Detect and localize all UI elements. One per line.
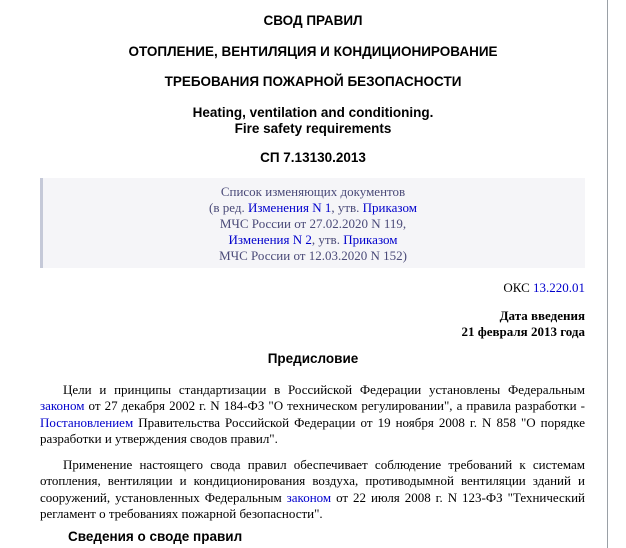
document-subtitle-fire-safety: ТРЕБОВАНИЯ ПОЖАРНОЙ БЕЗОПАСНОСТИ xyxy=(164,74,462,89)
p2-line-3-prefix: сооружений, установленных Федеральным xyxy=(40,489,287,505)
change-line-4: МЧС России от 12.03.2020 N 152) xyxy=(219,248,407,263)
law-123-link[interactable]: законом xyxy=(286,489,332,505)
p2-line-1: Применение настоящего свода правил обеспечивает соблюдение требований к системам xyxy=(63,457,585,472)
p2-line-2: отопления, вентиляции и кондиционирования воздуха, противодымной вентиляции зданий и xyxy=(40,473,585,489)
order-1-link[interactable]: Приказом xyxy=(362,200,417,215)
change-line-3-mid: , утв. xyxy=(311,232,344,247)
change-documents-heading: Список изменяющих документов xyxy=(220,184,406,199)
p1-line-2 xyxy=(40,398,585,414)
document-title: СВОД ПРАВИЛ xyxy=(263,13,363,28)
p1-line-2-text: от 27 декабря 2002 г. N 184-ФЗ "О техническом регулировании", а правила разработки - xyxy=(84,398,585,414)
okc-code xyxy=(503,280,585,296)
p1-line-1: Цели и принципы стандартизации в Российской Федерации установлены Федеральным xyxy=(63,382,585,397)
resolution-858-link[interactable]: Постановлением xyxy=(40,414,134,430)
amendment-2-link[interactable]: Изменения N 2 xyxy=(228,232,312,247)
okc-label: ОКС xyxy=(503,280,533,295)
okc-code-link[interactable]: 13.220.01 xyxy=(533,280,585,295)
p1-line-4: разработки и утверждения сводов правил". xyxy=(40,430,278,446)
change-line-2: МЧС России от 27.02.2020 N 119, xyxy=(219,216,407,231)
change-line-1-prefix: (в ред. xyxy=(209,200,248,215)
p1-line-3 xyxy=(40,415,585,431)
document-subtitle-hvac: ОТОПЛЕНИЕ, ВЕНТИЛЯЦИЯ И КОНДИЦИОНИРОВАНИЕ xyxy=(128,44,498,59)
change-line-1 xyxy=(0,200,626,216)
change-line-1-mid: , утв. xyxy=(331,200,363,215)
law-184-link[interactable]: законом xyxy=(40,398,85,414)
change-line-3 xyxy=(0,232,626,248)
p1-line-3-text: Правительства Российской Федерации от 19 ноября 2008 г. N 858 "О порядке xyxy=(133,414,585,430)
p2-line-3 xyxy=(40,490,585,506)
foreword-paragraph-1 xyxy=(40,382,585,447)
introduction-date-value: 21 февраля 2013 года xyxy=(461,324,585,339)
document-code: СП 7.13130.2013 xyxy=(260,150,366,165)
introduction-date-label: Дата введения xyxy=(499,308,585,323)
foreword-paragraph-2 xyxy=(40,457,585,522)
p2-line-3-text: от 22 июля 2008 г. N 123-ФЗ "Технический xyxy=(331,489,585,505)
foreword-heading: Предисловие xyxy=(267,351,359,366)
p2-line-4: регламент о требованиях пожарной безопасности". xyxy=(40,505,323,521)
english-title-line1: Heating, ventilation and conditioning. xyxy=(192,105,434,120)
amendment-1-link[interactable]: Изменения N 1 xyxy=(247,200,332,215)
section-heading-about: Сведения о своде правил xyxy=(68,529,243,544)
introduction-date xyxy=(462,308,586,340)
english-title-line2: Fire safety requirements xyxy=(234,121,392,136)
order-2-link[interactable]: Приказом xyxy=(343,232,398,247)
